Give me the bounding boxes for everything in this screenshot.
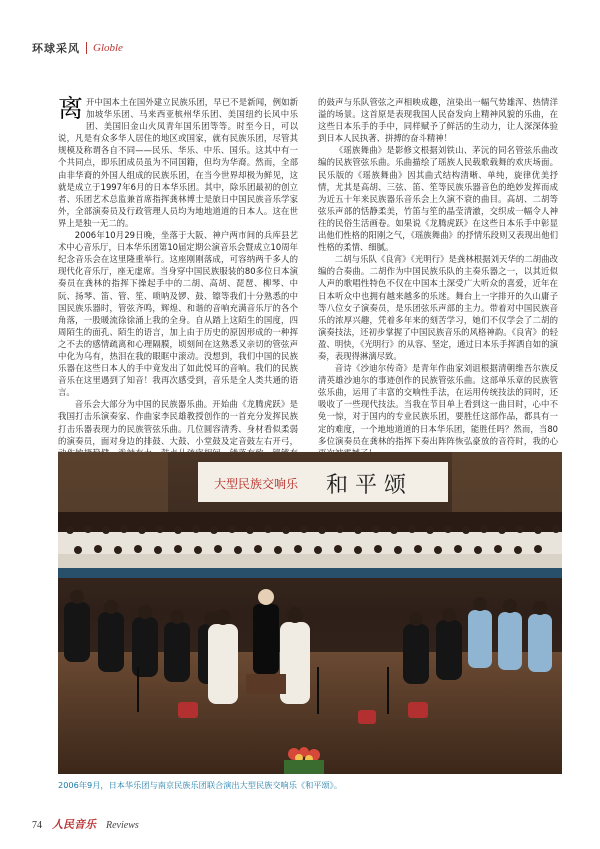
article-paragraph: 离开中国本土在国外建立民族乐团，早已不是新闻，例如新加坡华乐团、马来西亚槟州华乐团、美国纽约长风中乐团、美国旧金山火凤青年国乐团等等。时至今日，可以说，凡是有众多华人居住的地区或国家，就有民族乐团，尽管其规模及称谓各自不同——民乐、华乐、中乐、国乐。这其中有一个共同点，即乐团成员虽为不同国籍，但均为华裔。然而，全部由非华裔的外国人组成的民族乐团，在当今世界却极为鲜见，这就是成立于1997年6月的日本华乐团。其中，除乐团最初的创立者、乐团艺术总监兼首席指挥龚林博士是旅日中国民族音乐学家外，全部演奏员及行政管理人员均为地地道道的日本人。这在世界上是独一无二的。 — [58, 94, 298, 228]
article-column-right — [318, 96, 558, 459]
section-title-cn: 环球采风 — [32, 42, 80, 55]
footer-section: Reviews — [106, 820, 139, 831]
photo-caption: 2006年9月，日本华乐团与南京民族乐团联合演出大型民族交响乐《和平颂》。 — [58, 780, 342, 790]
article-paragraph: 二胡与乐队《良宵》《光明行》是龚林根据刘天华的二胡曲改编的合奏曲。二胡作为中国民族乐队的主奏乐器之一，以其近似人声的歌唱性特色不仅在中国本土深受广大听众的喜爱，近年在日本听众中也拥有越来越多的乐迷。舞台上一字排开的久山庸子等八位女子演奏员，是乐团弦乐声部的主力。带着对中国民族音乐的浓厚兴趣，凭着多年来的刻苦学习，她们不仅学会了二胡的演奏技法，还初步掌握了中国民族音乐的风格神韵。《良宵》的轻盈、明快，《光明行》的从容、坚定，通过日本乐手挥洒自如的演奏，表现得淋漓尽致。 — [318, 254, 558, 361]
page-header — [32, 40, 123, 56]
magazine-name: 人民音乐 — [52, 818, 96, 831]
page-footer — [32, 816, 139, 832]
article-paragraph: 音乐会大部分为中国的民族器乐曲。开始曲《龙腾虎跃》是我国打击乐演奏家、作曲家李民雄教授创作的一首充分发挥民族打击乐器表现力的民族管弦乐曲。几位圆容清秀、身材看似柔弱的演奏员，面对身边的排鼓、大鼓、小堂鼓及定音鼓左右开弓， — [58, 399, 298, 446]
article-paragraph: 《瑶族舞曲》是影修文根据刘铁山、茅沅的同名管弦乐曲改编的民族管弦乐曲。乐曲描绘了瑶族人民载歌载舞的欢庆场面。民乐版的《瑶族舞曲》因其曲式结构清晰、单纯，旋律优美抒情，尤其是高胡、三弦、笛、笙等民族乐器音色的绝妙发挥而成为近五十年来民族器乐音乐会上久演不衰的曲目。高胡、二胡等弦乐声部的恬静柔美，竹笛与笙的晶莹清澈，交织成一幅令人神往的民俗生活画卷。如果说《龙腾虎跃》在这些日本乐手中彰显出他们性格的阳刚之气，《瑶族舞曲》的抒情乐段则又表现出他们性格的柔情、细腻。 — [318, 145, 558, 253]
article-paragraph: 2006年10月29日晚，坐落于大阪、神户两市间的兵库县艺术中心音乐厅，日本华乐团第10届定期公演音乐会暨成立10周年纪念音乐会在这里隆重举行。这座刚刚落成，可容纳两千多人的现代化音乐厅，座无虚席。当身穿中国民族服装的80多位日本演奏员在龚林的指挥下操起手中的二胡、高胡、琵琶、柳琴、中阮、扬琴、笛、管、笙、唢呐及锣、鼓、镲等我们十分熟悉的中国民族乐器时，管弦齐鸣，辉煌、和谐的音响充满音乐厅的各个角落，一股暖流徐徐涌上我的全身。自从踏上这陌生的国度，四周陌生的面孔、陌生的语言，加上由于历史的原因形成的一种挥之不去的感情疏离和心理隔膜，顷刻间在这熟悉又亲切的管弦声中化为乌有，热泪在我的眼眶中滚动。没想到，我们中国的民族乐器在这些日本人的手中竟发出了如此悦耳的音响。我们的民族音乐在这里遇到了知音！我再次感受到，音乐是全人类共通的语言。 — [58, 230, 298, 398]
banner-calligraphy: 和 平 颂 — [326, 473, 406, 498]
article-paragraph: 的鼓声与乐队管弦之声相映成趣，渲染出一幅气势雄浑、热情洋溢的场景。这首原是表现我国人民奋发向上精神风貌的乐曲，在这些日本乐手的手中，同样赋予了鲜活的生动力，让人深深体验到日本人民执著、拼搏的奋斗精神！ — [318, 97, 558, 144]
header-divider — [86, 42, 87, 54]
section-title-en: Globle — [93, 42, 123, 54]
page-number: 74 — [32, 820, 42, 831]
article-column-left — [58, 96, 298, 471]
drop-cap: 离 — [58, 94, 84, 123]
article-paragraph: 音诗《沙迪尔传奇》是青年作曲家刘诅根据清朝维吾尔族反清英雄沙迪尔的事迹创作的民族管弦乐曲。这部单乐章的民族管弦乐曲，运用了丰富的交响性手法，在运用传统技法的同时，还吸收了一些现代技法。当我在节目单上看到这一曲目时，心中不免一惊，对于国内的专业民族乐团，要胜任这部作品，都具有一定的难度，一个地地道道的日本华乐团，能胜任吗？然而，当80多位演奏员在龚林的指挥下奏出阵阵恢弘豪放的音符时，我的心 — [318, 363, 558, 446]
banner-text: 大型民族交响乐 — [214, 477, 299, 491]
concert-photo — [58, 452, 562, 774]
